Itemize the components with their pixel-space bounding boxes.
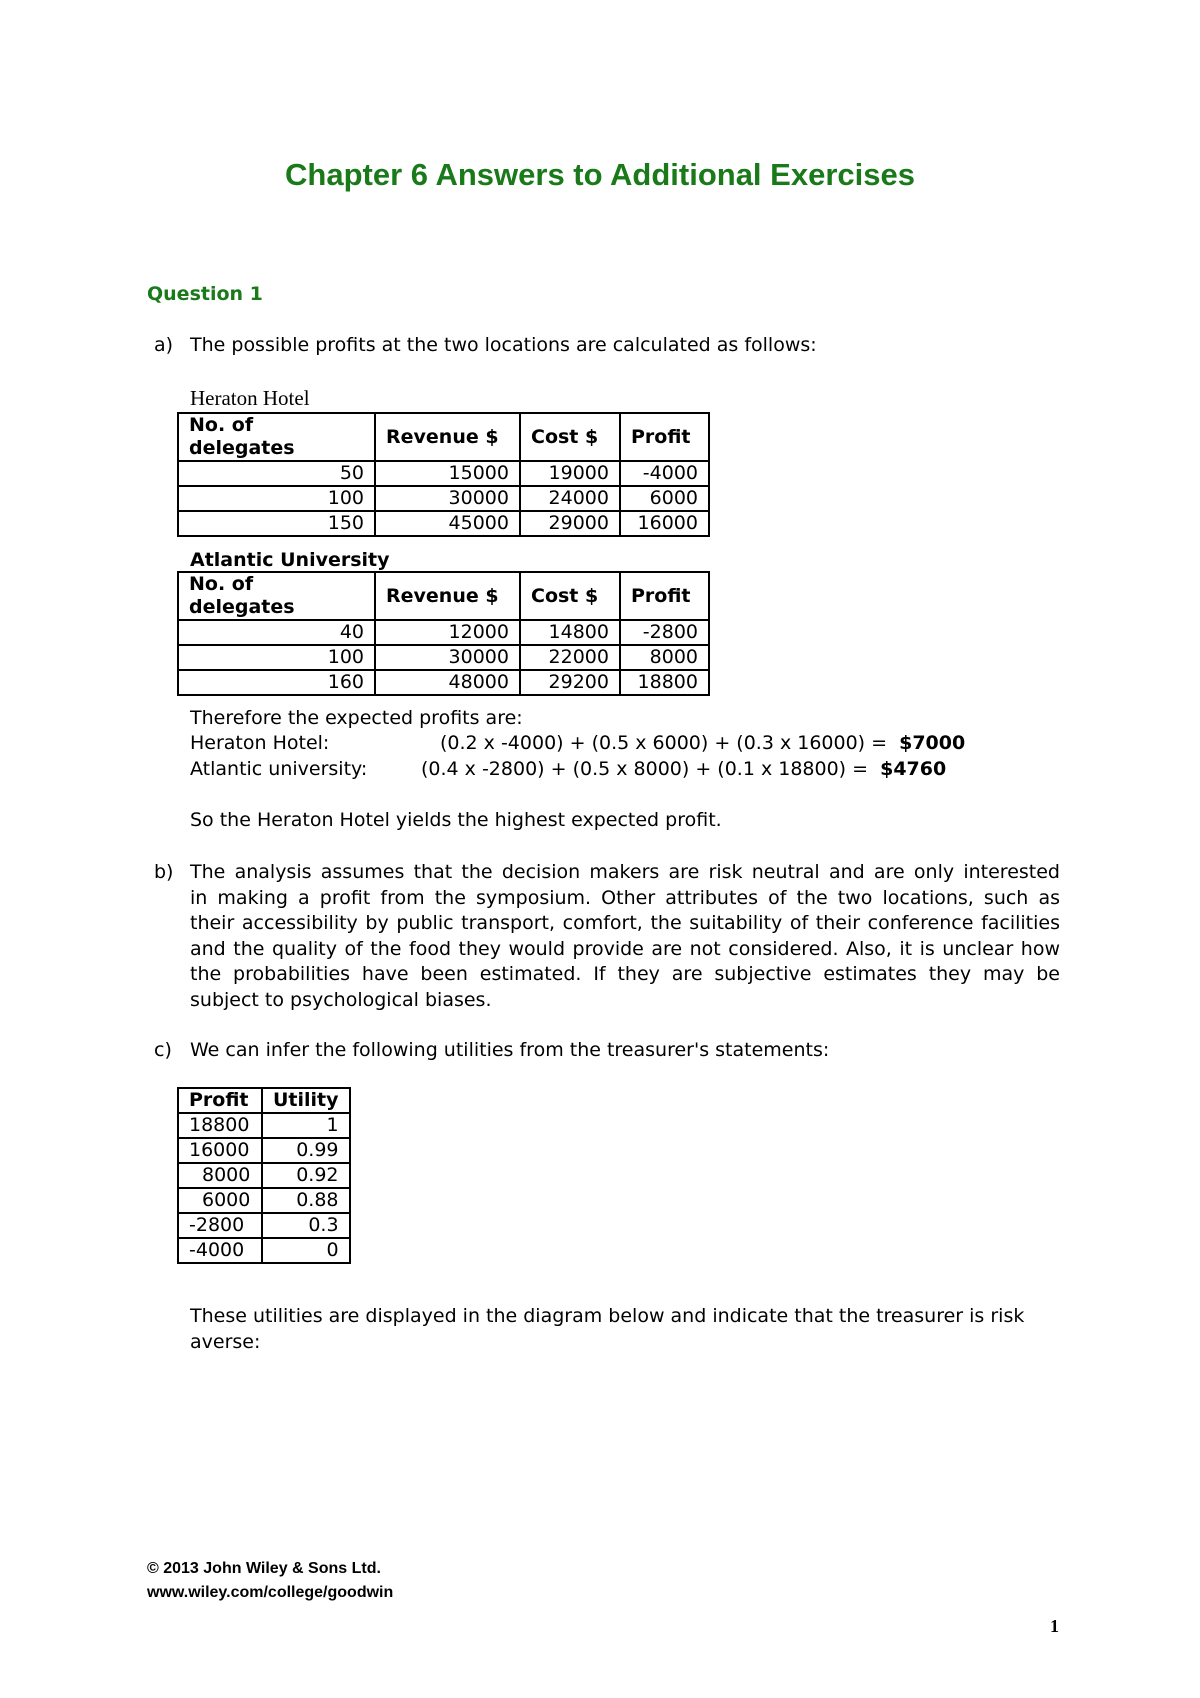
table-cell: 0 bbox=[262, 1238, 350, 1263]
page-title: Chapter 6 Answers to Additional Exercises bbox=[285, 157, 915, 192]
paragraph-line: and the quality of the food they would provide are not considered. Also, it is unclear how bbox=[190, 937, 1060, 960]
paragraph-line: subject to psychological biases. bbox=[190, 988, 492, 1011]
table-cell: 8000 bbox=[620, 645, 709, 670]
table-row bbox=[178, 511, 709, 536]
heraton-expected-label: Heraton Hotel: bbox=[190, 732, 330, 754]
table-header-row bbox=[178, 572, 709, 620]
table-cell: 29200 bbox=[520, 670, 620, 695]
table-row bbox=[178, 645, 709, 670]
paragraph-line: in making a profit from the symposium. Other attributes of the two locations, such as bbox=[190, 886, 1060, 909]
table-cell: 0.99 bbox=[262, 1138, 350, 1163]
part-c-intro: We can infer the following utilities from the treasurer's statements: bbox=[190, 1039, 830, 1061]
table-row bbox=[178, 1163, 350, 1188]
header-cell: Cost $ bbox=[520, 413, 620, 461]
table-cell: 24000 bbox=[520, 486, 620, 511]
header-cell: Revenue $ bbox=[375, 413, 520, 461]
table-cell: 100 bbox=[178, 645, 375, 670]
table-row bbox=[178, 486, 709, 511]
table-cell: 16000 bbox=[178, 1138, 262, 1163]
table-cell: 45000 bbox=[375, 511, 520, 536]
table-cell: 29000 bbox=[520, 511, 620, 536]
utility-table bbox=[177, 1087, 351, 1264]
table-row bbox=[178, 1188, 350, 1213]
table-cell: 12000 bbox=[375, 620, 520, 645]
part-b-label: b) bbox=[154, 861, 174, 883]
table-cell: 150 bbox=[178, 511, 375, 536]
part-a-intro: The possible profits at the two locations are calculated as follows: bbox=[190, 334, 817, 356]
part-c-label: c) bbox=[154, 1039, 172, 1061]
table-cell: 18800 bbox=[620, 670, 709, 695]
table-cell: 18800 bbox=[178, 1113, 262, 1138]
part-c-closing bbox=[190, 1304, 1060, 1355]
table-row bbox=[178, 670, 709, 695]
part-a-conclusion: So the Heraton Hotel yields the highest expected profit. bbox=[190, 809, 722, 831]
table-cell: 50 bbox=[178, 461, 375, 486]
atlantic-expected-result: $4760 bbox=[880, 758, 947, 780]
table-cell: 16000 bbox=[620, 511, 709, 536]
expected-intro: Therefore the expected profits are: bbox=[190, 707, 523, 729]
table-cell: -4000 bbox=[178, 1238, 262, 1263]
table-cell: -4000 bbox=[620, 461, 709, 486]
paragraph-line: These utilities are displayed in the diagram below and indicate that the treasurer is risk bbox=[190, 1305, 1025, 1327]
part-b-paragraph bbox=[190, 860, 1060, 1013]
header-cell: Profit bbox=[620, 413, 709, 461]
table-cell: 30000 bbox=[375, 645, 520, 670]
table-row bbox=[178, 1138, 350, 1163]
page-number: 1 bbox=[1050, 1616, 1059, 1636]
heraton-expected-result: $7000 bbox=[899, 732, 966, 754]
atlantic-expected-label: Atlantic university: bbox=[190, 758, 368, 780]
table-row bbox=[178, 1213, 350, 1238]
footer-copyright: © 2013 John Wiley & Sons Ltd. bbox=[147, 1560, 381, 1577]
table-cell: 30000 bbox=[375, 486, 520, 511]
table-cell: 8000 bbox=[178, 1163, 262, 1188]
atlantic-calc-text: (0.4 x -2800) + (0.5 x 8000) + (0.1 x 18800) = bbox=[421, 758, 869, 780]
table-row bbox=[178, 461, 709, 486]
paragraph-line: The analysis assumes that the decision makers are risk neutral and are only interested bbox=[190, 861, 1060, 883]
table-header-row bbox=[178, 413, 709, 461]
table-header-row bbox=[178, 1088, 350, 1113]
table-cell: 0.3 bbox=[262, 1213, 350, 1238]
table-cell: 100 bbox=[178, 486, 375, 511]
table-cell: 6000 bbox=[178, 1188, 262, 1213]
header-cell: No. of delegates bbox=[178, 413, 375, 461]
heraton-table bbox=[177, 412, 710, 537]
table-cell: 48000 bbox=[375, 670, 520, 695]
table-cell: 22000 bbox=[520, 645, 620, 670]
table-cell: 14800 bbox=[520, 620, 620, 645]
table-cell: 0.88 bbox=[262, 1188, 350, 1213]
header-cell: No. of delegates bbox=[178, 572, 375, 620]
table-row bbox=[178, 1238, 350, 1263]
heraton-calc-text: (0.2 x -4000) + (0.5 x 6000) + (0.3 x 16000) = bbox=[440, 732, 888, 754]
header-cell: Revenue $ bbox=[375, 572, 520, 620]
header-cell: Utility bbox=[262, 1088, 350, 1113]
table-cell: 0.92 bbox=[262, 1163, 350, 1188]
part-a-label: a) bbox=[154, 334, 174, 356]
heraton-expected-calc bbox=[440, 731, 965, 757]
table-cell: 15000 bbox=[375, 461, 520, 486]
paragraph-line: the probabilities have been estimated. If they are subjective estimates they may be bbox=[190, 963, 1060, 985]
paragraph-line: averse: bbox=[190, 1330, 261, 1353]
header-cell: Cost $ bbox=[520, 572, 620, 620]
atlantic-table bbox=[177, 571, 710, 696]
header-cell: Profit bbox=[620, 572, 709, 620]
table-cell: 19000 bbox=[520, 461, 620, 486]
header-cell: Profit bbox=[178, 1088, 262, 1113]
footer-url[interactable]: www.wiley.com/college/goodwin bbox=[147, 1584, 394, 1601]
table-row bbox=[178, 1113, 350, 1138]
table-cell: 6000 bbox=[620, 486, 709, 511]
heraton-table-caption: Heraton Hotel bbox=[190, 386, 310, 410]
table-row bbox=[178, 620, 709, 645]
question-heading: Question 1 bbox=[147, 283, 263, 305]
table-cell: 1 bbox=[262, 1113, 350, 1138]
table-cell: -2800 bbox=[620, 620, 709, 645]
atlantic-table-caption: Atlantic University bbox=[190, 549, 390, 571]
atlantic-expected-calc bbox=[421, 757, 946, 783]
paragraph-line: their accessibility by public transport, comfort, the suitability of their conference facilities bbox=[190, 912, 1060, 934]
table-cell: 40 bbox=[178, 620, 375, 645]
table-cell: -2800 bbox=[178, 1213, 262, 1238]
table-cell: 160 bbox=[178, 670, 375, 695]
